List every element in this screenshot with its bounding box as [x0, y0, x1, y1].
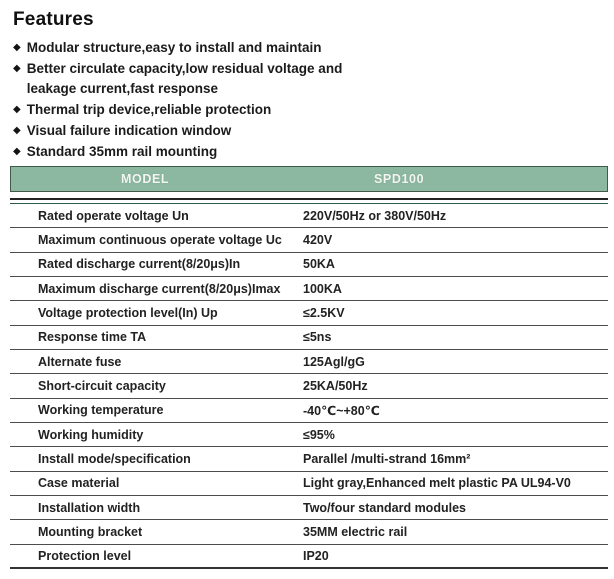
row-label: Working humidity: [38, 427, 144, 442]
row-label: Short-circuit capacity: [38, 378, 166, 393]
feature-text: Better circulate capacity,low residual voltage and leakage current,fast response: [26, 61, 343, 96]
row-label: Install mode/specification: [38, 451, 191, 466]
features-title: Features: [13, 9, 94, 30]
row-label: Response time TA: [38, 330, 147, 345]
row-value: IP20: [303, 548, 329, 563]
diamond-bullet-icon: ◆: [13, 63, 21, 74]
diamond-bullet-icon: ◆: [13, 104, 21, 115]
diamond-bullet-icon: ◆: [13, 146, 21, 157]
feature-item: [13, 121, 614, 141]
row-value: Two/four standard modules: [303, 500, 466, 515]
features-list: [13, 38, 614, 162]
row-label: Case material: [38, 476, 120, 491]
feature-item: [13, 38, 614, 58]
table-row: [10, 423, 608, 447]
row-value: Parallel /multi-strand 16mm²: [303, 451, 471, 466]
row-label: Voltage protection level(In) Up: [38, 305, 218, 320]
feature-text: Standard 35mm rail mounting: [26, 144, 218, 159]
table-row: [10, 447, 608, 471]
table-row: [10, 301, 608, 325]
table-row: [10, 350, 608, 374]
table-row: [10, 204, 608, 228]
row-value: Light gray,Enhanced melt plastic PA UL94-V0: [303, 476, 571, 491]
row-label: Alternate fuse: [38, 354, 122, 369]
feature-text: Thermal trip device,reliable protection: [26, 102, 272, 117]
spec-rows: [10, 204, 608, 569]
row-value: 100KA: [303, 281, 342, 296]
column-header-model: MODEL: [121, 172, 170, 186]
diamond-bullet-icon: ◆: [13, 42, 21, 53]
table-row: [10, 277, 608, 301]
table-row: [10, 326, 608, 350]
feature-text: Modular structure,easy to install and maintain: [26, 40, 322, 55]
table-row: [10, 228, 608, 252]
diamond-bullet-icon: ◆: [13, 125, 21, 136]
row-label: Maximum continuous operate voltage Uc: [38, 232, 282, 247]
row-label: Installation width: [38, 500, 141, 515]
features-section: [0, 0, 614, 162]
row-value: ≤2.5KV: [303, 305, 345, 320]
feature-item: [13, 100, 614, 120]
row-value: 125Agl/gG: [303, 354, 365, 369]
row-label: Working temperature: [38, 403, 164, 418]
row-value: 50KA: [303, 257, 335, 272]
row-value: 35MM electric rail: [303, 524, 408, 539]
row-value: ≤95%: [303, 427, 335, 442]
table-row: [10, 374, 608, 398]
table-row: [10, 472, 608, 496]
row-label: Rated discharge current(8/20μs)In: [38, 257, 241, 272]
header-divider-dark: [10, 198, 608, 200]
row-value: -40℃~+80℃: [303, 403, 380, 418]
row-label: Rated operate voltage Un: [38, 208, 189, 223]
feature-text: Visual failure indication window: [26, 123, 232, 138]
column-header-spd100: SPD100: [374, 172, 425, 186]
feature-item: [13, 59, 614, 99]
row-value: ≤5ns: [303, 330, 332, 345]
table-row: [10, 253, 608, 277]
row-value: 420V: [303, 232, 333, 247]
table-row: [10, 496, 608, 520]
row-value: 25KA/50Hz: [303, 378, 368, 393]
table-row: [10, 399, 608, 423]
feature-item: [13, 142, 614, 162]
spec-table-section: [10, 166, 608, 569]
table-row: [10, 545, 608, 569]
row-label: Protection level: [38, 548, 132, 563]
table-header-row: [10, 166, 608, 192]
row-value: 220V/50Hz or 380V/50Hz: [303, 208, 447, 223]
table-row: [10, 520, 608, 544]
row-label: Maximum discharge current(8/20μs)Imax: [38, 281, 281, 296]
row-label: Mounting bracket: [38, 524, 143, 539]
